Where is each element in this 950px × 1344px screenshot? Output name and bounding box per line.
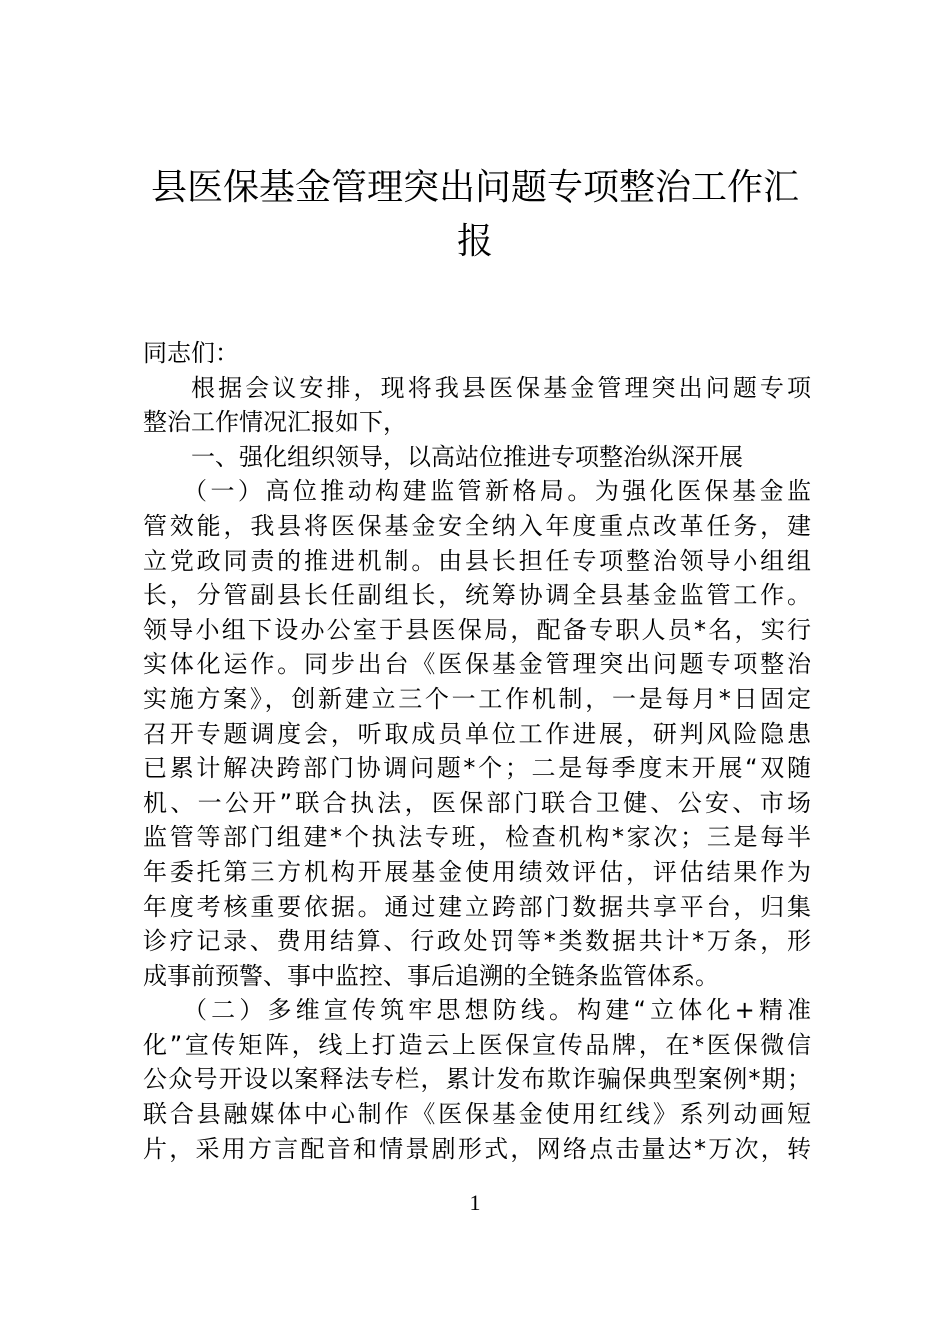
paragraph-line: 成事前预警、事中监控、事后追溯的全链条监管体系。 [143, 961, 719, 990]
paragraph-line: 管效能，我县将医保基金安全纳入年度重点改革任务，建 [143, 511, 811, 540]
paragraph-line: 监管等部门组建*个执法专班，检查机构*家次；三是每半 [143, 823, 811, 852]
paragraph-line: 立党政同责的推进机制。由县长担任专项整治领导小组组 [143, 546, 811, 575]
subsection-heading-line: （一）高位推动构建监管新格局。为强化医保基金监 [183, 477, 811, 506]
paragraph-line: 机、一公开”联合执法，医保部门联合卫健、公安、市场 [143, 788, 811, 817]
section-heading: 一、强化组织领导，以高站位推进专项整治纵深开展 [191, 442, 743, 471]
paragraph-line: 长，分管副县长任副组长，统筹协调全县基金监管工作。 [143, 581, 811, 610]
salutation: 同志们： [143, 339, 239, 367]
paragraph-line: 已累计解决跨部门协调问题*个；二是每季度末开展“双随 [143, 754, 811, 783]
paragraph-line: 根据会议安排，现将我县医保基金管理突出问题专项 [191, 373, 811, 402]
page-number: 1 [469, 1190, 481, 1215]
document-body [143, 336, 811, 1166]
paragraph-line: 整治工作情况汇报如下， [143, 408, 407, 437]
paragraph-line: 实施方案》，创新建立三个一工作机制，一是每月*日固定 [143, 684, 811, 713]
paragraph-line: 公众号开设以案释法专栏，累计发布欺诈骗保典型案例*期； [143, 1065, 811, 1094]
paragraph-line: 年委托第三方机构开展基金使用绩效评估，评估结果作为 [143, 857, 811, 886]
paragraph-line: 领导小组下设办公室于县医保局，配备专职人员*名，实行 [143, 615, 811, 644]
paragraph-line: 诊疗记录、费用结算、行政处罚等*类数据共计*万条，形 [143, 927, 811, 956]
paragraph-line: 联合县融媒体中心制作《医保基金使用红线》系列动画短 [143, 1100, 811, 1129]
paragraph-line: 化”宣传矩阵，线上打造云上医保宣传品牌，在*医保微信 [143, 1030, 811, 1059]
paragraph-line: 召开专题调度会，听取成员单位工作进展，研判风险隐患 [143, 719, 811, 748]
paragraph-line: 片，采用方言配音和情景剧形式，网络点击量达*万次，转 [143, 1134, 811, 1163]
paragraph-line: 年度考核重要依据。通过建立跨部门数据共享平台，归集 [143, 892, 811, 921]
document-title-line-1: 县医保基金管理突出问题专项整治工作汇 [150, 167, 799, 208]
subsection-heading-line: （二）多维宣传筑牢思想防线。构建“立体化+精准 [183, 996, 811, 1025]
paragraph-line: 实体化运作。同步出台《医保基金管理突出问题专项整治 [143, 650, 811, 679]
document-title-line-2: 报 [456, 221, 493, 262]
